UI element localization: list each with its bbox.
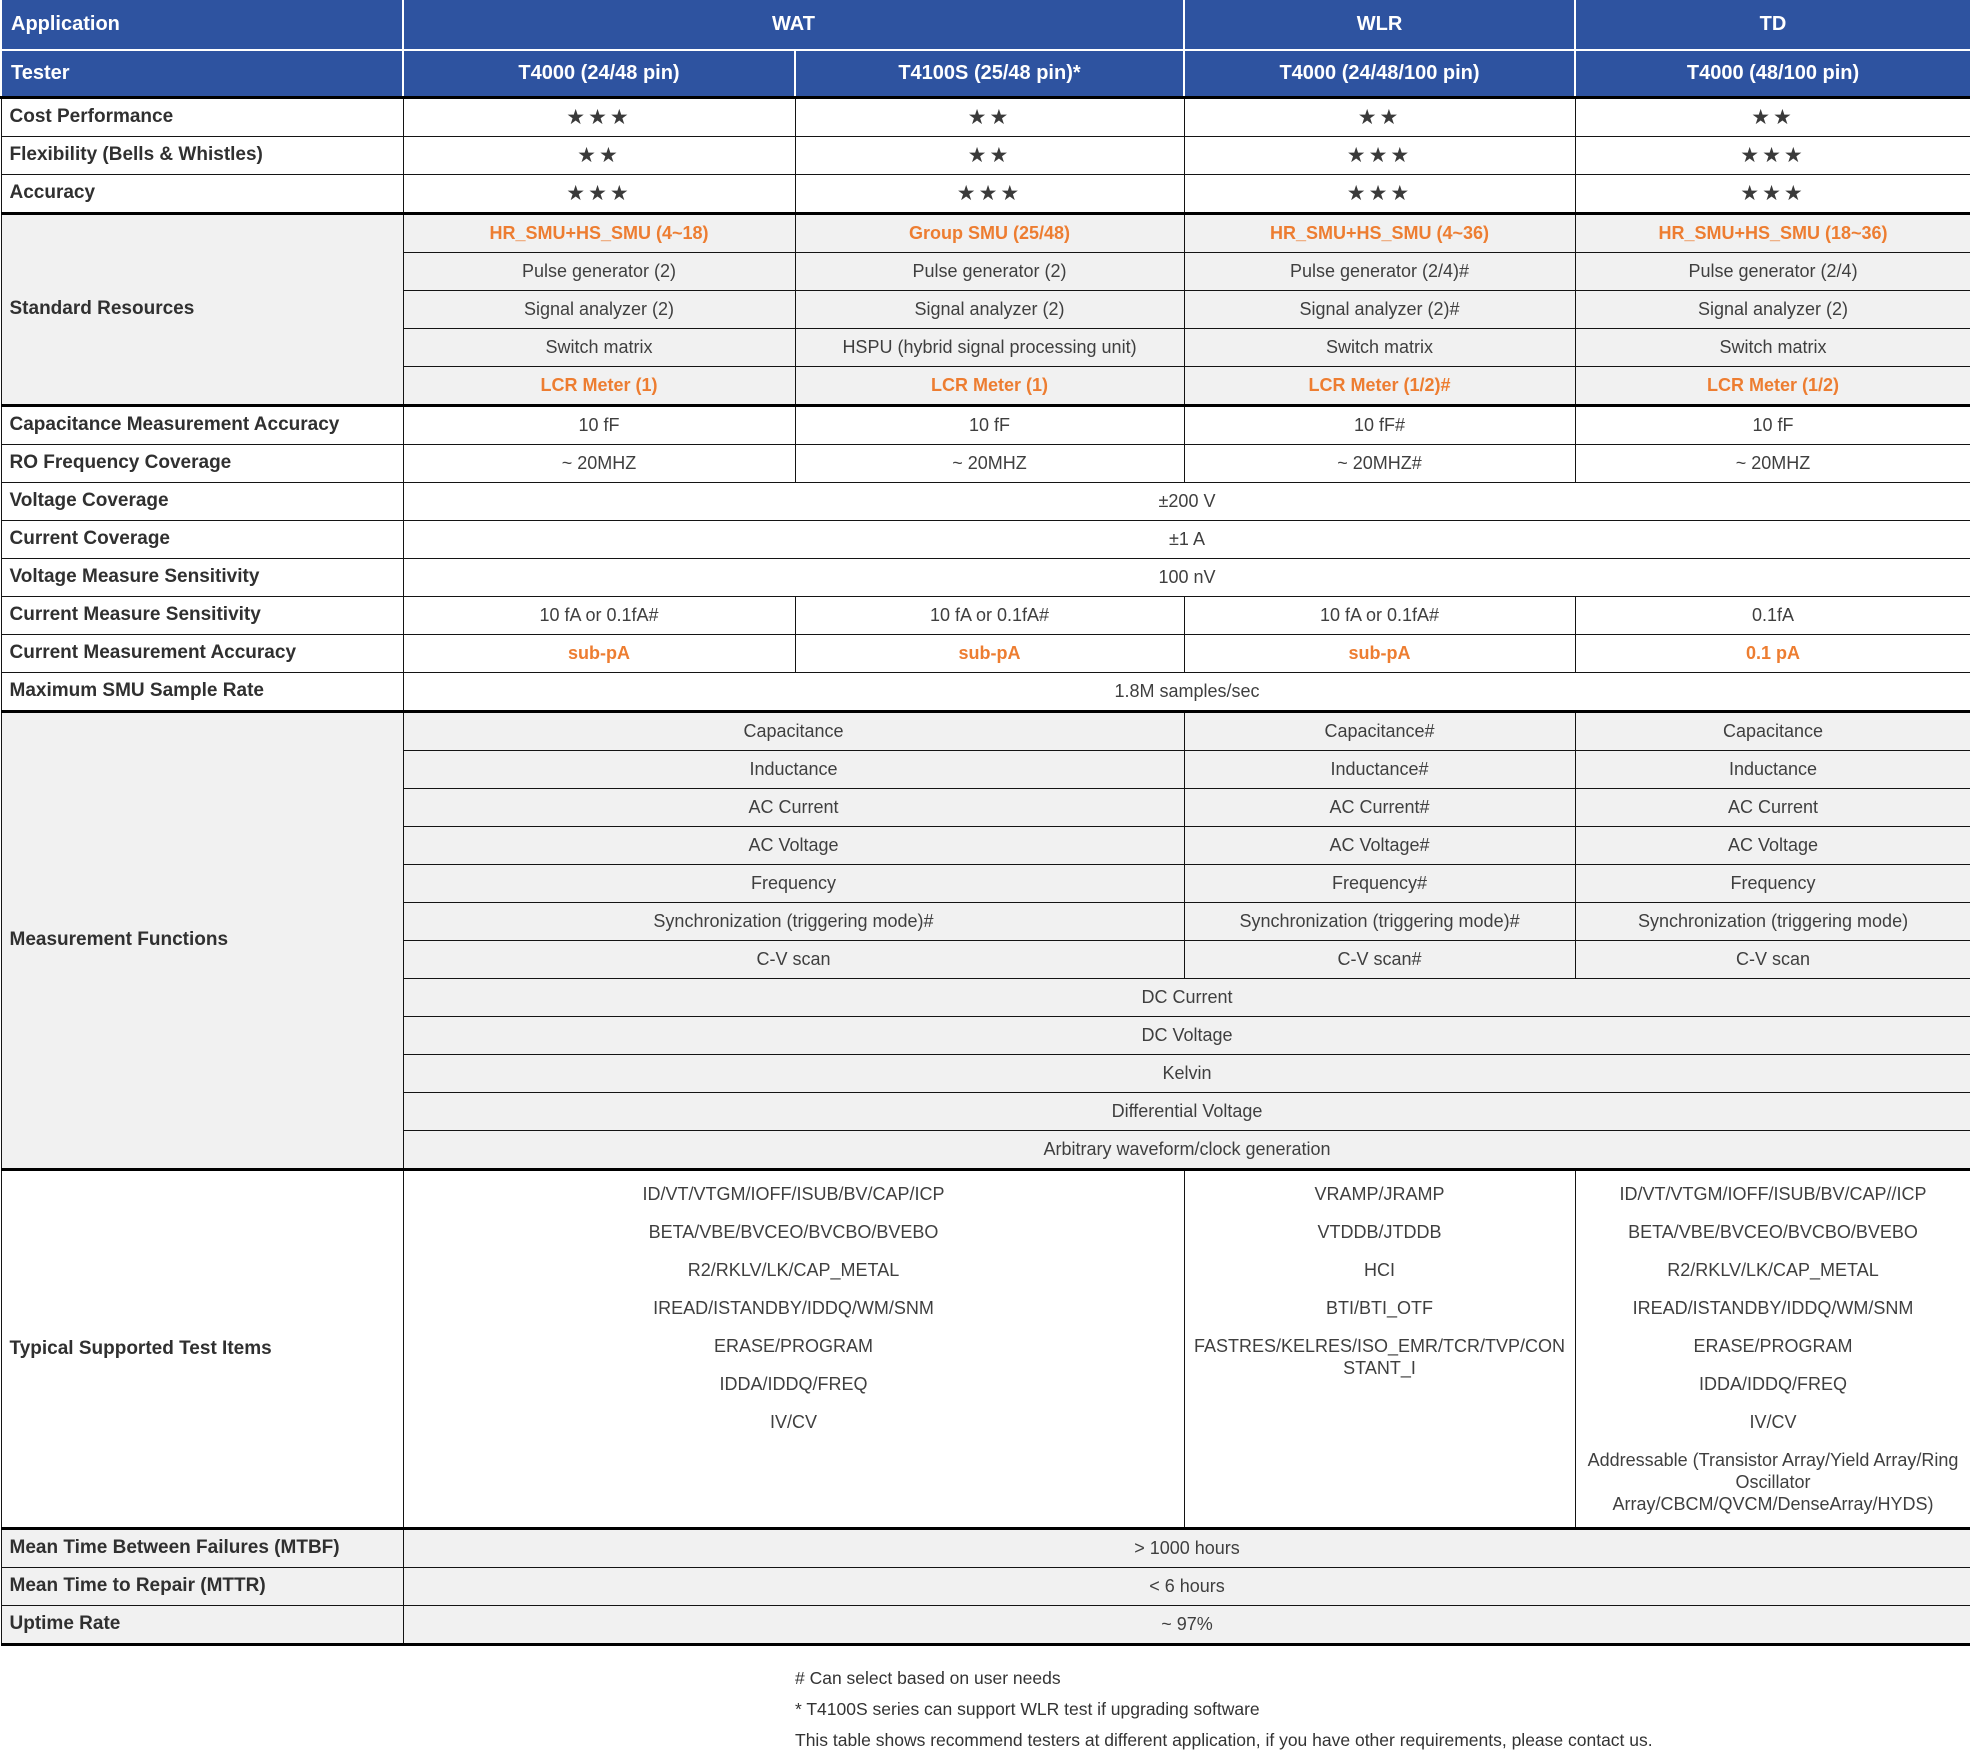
application-wlr: WLR	[1184, 0, 1575, 50]
rating-stars: ★★★	[1184, 136, 1575, 174]
current-accuracy-row	[1, 634, 1970, 672]
spec-cell: sub-pA	[403, 634, 795, 672]
resource-cell: Switch matrix	[1184, 328, 1575, 366]
rating-stars: ★★	[1184, 97, 1575, 136]
standard-resources-label: Standard Resources	[1, 213, 403, 405]
spec-cell: sub-pA	[1184, 634, 1575, 672]
spec-cell: 10 fA or 0.1fA#	[403, 596, 795, 634]
spec-merged-cell: ±1 A	[403, 520, 1970, 558]
spec-cell: ~ 20MHZ	[1575, 444, 1970, 482]
mf-cell-shared: DC Voltage	[403, 1016, 1970, 1054]
spec-cell: 10 fA or 0.1fA#	[1184, 596, 1575, 634]
resource-cell: Pulse generator (2)	[403, 252, 795, 290]
mttr-value: < 6 hours	[403, 1567, 1970, 1605]
test-item: VRAMP/JRAMP	[1314, 1183, 1445, 1204]
rating-stars: ★★	[1575, 97, 1970, 136]
spec-cell: ~ 20MHZ	[795, 444, 1184, 482]
current-coverage-row	[1, 520, 1970, 558]
resource-cell: Pulse generator (2)	[795, 252, 1184, 290]
mf-cell-td: Synchronization (triggering mode)	[1575, 902, 1970, 940]
test-item: ID/VT/VTGM/IOFF/ISUB/BV/CAP//ICP	[1619, 1183, 1927, 1204]
resource-cell: LCR Meter (1)	[795, 366, 1184, 405]
test-items-label: Typical Supported Test Items	[1, 1169, 403, 1528]
mf-cell-wat: AC Current	[403, 788, 1184, 826]
footnote-asterisk: * T4100S series can support WLR test if upgrading software	[795, 1698, 1260, 1719]
test-item: VTDDB/JTDDB	[1317, 1221, 1442, 1242]
mf-cell-wat: AC Voltage	[403, 826, 1184, 864]
capacitance-accuracy-label: Capacitance Measurement Accuracy	[1, 405, 403, 444]
ro-frequency-label: RO Frequency Coverage	[1, 444, 403, 482]
spec-cell: sub-pA	[795, 634, 1184, 672]
test-items-wlr	[1184, 1169, 1575, 1528]
application-td: TD	[1575, 0, 1970, 50]
voltage-sensitivity-row	[1, 558, 1970, 596]
accuracy-label: Accuracy	[1, 174, 403, 213]
mf-cell-td: AC Current	[1575, 788, 1970, 826]
spec-cell: 10 fF#	[1184, 405, 1575, 444]
resource-cell: Signal analyzer (2)	[795, 290, 1184, 328]
spec-cell: 10 fF	[795, 405, 1184, 444]
current-accuracy-label: Current Measurement Accuracy	[1, 634, 403, 672]
standard-resources-row-smu	[1, 213, 1970, 252]
resource-cell: HR_SMU+HS_SMU (18~36)	[1575, 213, 1970, 252]
mf-cell-shared: Kelvin	[403, 1054, 1970, 1092]
test-item: IREAD/ISTANDBY/IDDQ/WM/SNM	[653, 1297, 934, 1318]
spec-cell: ~ 20MHZ	[403, 444, 795, 482]
mf-cell-td: Frequency	[1575, 864, 1970, 902]
mf-cell-td: Capacitance	[1575, 711, 1970, 750]
spec-cell: 0.1fA	[1575, 596, 1970, 634]
resource-cell: Signal analyzer (2)#	[1184, 290, 1575, 328]
footnote-general: This table shows recommend testers at different application, if you have other requirements, please contact us.	[795, 1729, 1653, 1750]
test-item: BTI/BTI_OTF	[1326, 1297, 1434, 1318]
uptime-value: ~ 97%	[403, 1605, 1970, 1644]
mtbf-label: Mean Time Between Failures (MTBF)	[1, 1528, 403, 1567]
test-item: HCI	[1364, 1259, 1396, 1280]
test-item: R2/RKLV/LK/CAP_METAL	[1667, 1259, 1879, 1280]
spec-cell: 0.1 pA	[1575, 634, 1970, 672]
tester-wat-t4000: T4000 (24/48 pin)	[403, 50, 795, 97]
test-item: BETA/VBE/BVCEO/BVCBO/BVEBO	[1628, 1221, 1918, 1242]
mf-cell-wat: Synchronization (triggering mode)#	[403, 902, 1184, 940]
cost-performance-row	[1, 97, 1970, 136]
mf-cell-wlr: AC Current#	[1184, 788, 1575, 826]
mf-cell-shared: DC Current	[403, 978, 1970, 1016]
resource-cell: LCR Meter (1/2)	[1575, 366, 1970, 405]
resource-cell: LCR Meter (1/2)#	[1184, 366, 1575, 405]
mf-cell-wlr: AC Voltage#	[1184, 826, 1575, 864]
mf-cell-wlr: Frequency#	[1184, 864, 1575, 902]
test-item: ID/VT/VTGM/IOFF/ISUB/BV/CAP/ICP	[642, 1183, 945, 1204]
test-item: BETA/VBE/BVCEO/BVCBO/BVEBO	[648, 1221, 939, 1242]
accuracy-row	[1, 174, 1970, 213]
uptime-label: Uptime Rate	[1, 1605, 403, 1644]
spec-cell: 10 fF	[403, 405, 795, 444]
resource-cell: HSPU (hybrid signal processing unit)	[795, 328, 1184, 366]
resource-cell: Pulse generator (2/4)#	[1184, 252, 1575, 290]
test-items-row	[1, 1169, 1970, 1528]
mf-cell-td: Inductance	[1575, 750, 1970, 788]
spec-merged-cell: 100 nV	[403, 558, 1970, 596]
tester-wlr-t4000: T4000 (24/48/100 pin)	[1184, 50, 1575, 97]
resource-cell: LCR Meter (1)	[403, 366, 795, 405]
footnote-hash: # Can select based on user needs	[795, 1667, 1061, 1688]
test-item: R2/RKLV/LK/CAP_METAL	[687, 1259, 900, 1280]
rating-stars: ★★	[795, 136, 1184, 174]
spec-cell: 10 fA or 0.1fA#	[795, 596, 1184, 634]
voltage-sensitivity-label: Voltage Measure Sensitivity	[1, 558, 403, 596]
measurement-functions-label: Measurement Functions	[1, 711, 403, 1169]
mf-cell-wat: Capacitance	[403, 711, 1184, 750]
mf-cell-wlr: Synchronization (triggering mode)#	[1184, 902, 1575, 940]
test-item: ERASE/PROGRAM	[1693, 1335, 1853, 1356]
test-item: FASTRES/KELRES/ISO_EMR/TCR/TVP/CONSTANT_I	[1193, 1335, 1566, 1378]
rating-stars: ★★	[403, 136, 795, 174]
resource-cell: Switch matrix	[403, 328, 795, 366]
test-items-td	[1575, 1169, 1970, 1528]
resource-cell: Signal analyzer (2)	[403, 290, 795, 328]
application-wat: WAT	[403, 0, 1184, 50]
rating-stars: ★★★	[795, 174, 1184, 213]
test-item: IV/CV	[1749, 1411, 1797, 1432]
rating-stars: ★★★	[1575, 174, 1970, 213]
mf-cell-shared: Arbitrary waveform/clock generation	[403, 1130, 1970, 1169]
footnotes	[795, 1668, 1970, 1750]
test-items-wat	[403, 1169, 1184, 1528]
tester-label: Tester	[1, 50, 403, 97]
tester-td-t4000: T4000 (48/100 pin)	[1575, 50, 1970, 97]
voltage-coverage-label: Voltage Coverage	[1, 482, 403, 520]
mf-row-capacitance	[1, 711, 1970, 750]
mf-cell-td: AC Voltage	[1575, 826, 1970, 864]
rating-stars: ★★★	[403, 174, 795, 213]
smu-sample-rate-row	[1, 672, 1970, 711]
test-item: IDDA/IDDQ/FREQ	[719, 1373, 868, 1394]
resource-cell: HR_SMU+HS_SMU (4~36)	[1184, 213, 1575, 252]
rating-stars: ★★★	[1575, 136, 1970, 174]
capacitance-accuracy-row	[1, 405, 1970, 444]
mtbf-value: > 1000 hours	[403, 1528, 1970, 1567]
tester-wat-t4100s: T4100S (25/48 pin)*	[795, 50, 1184, 97]
spec-merged-cell: 1.8M samples/sec	[403, 672, 1970, 711]
application-header-row	[1, 0, 1970, 50]
flexibility-label: Flexibility (Bells & Whistles)	[1, 136, 403, 174]
rating-stars: ★★★	[1184, 174, 1575, 213]
resource-cell: Switch matrix	[1575, 328, 1970, 366]
ro-frequency-row	[1, 444, 1970, 482]
mttr-row	[1, 1567, 1970, 1605]
cost-performance-label: Cost Performance	[1, 97, 403, 136]
voltage-coverage-row	[1, 482, 1970, 520]
mf-cell-td: C-V scan	[1575, 940, 1970, 978]
tester-header-row	[1, 50, 1970, 97]
mf-cell-wat: Inductance	[403, 750, 1184, 788]
mf-cell-wlr: C-V scan#	[1184, 940, 1575, 978]
flexibility-row	[1, 136, 1970, 174]
mf-cell-wat: C-V scan	[403, 940, 1184, 978]
test-item: IREAD/ISTANDBY/IDDQ/WM/SNM	[1632, 1297, 1914, 1318]
rating-stars: ★★★	[403, 97, 795, 136]
test-item: IDDA/IDDQ/FREQ	[1699, 1373, 1848, 1394]
mttr-label: Mean Time to Repair (MTTR)	[1, 1567, 403, 1605]
current-sensitivity-row	[1, 596, 1970, 634]
application-label: Application	[1, 0, 403, 50]
mf-cell-wat: Frequency	[403, 864, 1184, 902]
test-item: IV/CV	[770, 1411, 818, 1432]
current-coverage-label: Current Coverage	[1, 520, 403, 558]
test-item: ERASE/PROGRAM	[713, 1335, 874, 1356]
spec-merged-cell: ±200 V	[403, 482, 1970, 520]
rating-stars: ★★	[795, 97, 1184, 136]
mf-cell-shared: Differential Voltage	[403, 1092, 1970, 1130]
current-sensitivity-label: Current Measure Sensitivity	[1, 596, 403, 634]
resource-cell: Signal analyzer (2)	[1575, 290, 1970, 328]
test-item: Addressable (Transistor Array/Yield Array/Ring Oscillator Array/CBCM/QVCM/DenseArray/HYDS)	[1587, 1449, 1959, 1514]
mf-cell-wlr: Inductance#	[1184, 750, 1575, 788]
smu-sample-rate-label: Maximum SMU Sample Rate	[1, 672, 403, 711]
resource-cell: Pulse generator (2/4)	[1575, 252, 1970, 290]
uptime-row	[1, 1605, 1970, 1644]
spec-cell: 10 fF	[1575, 405, 1970, 444]
mf-cell-wlr: Capacitance#	[1184, 711, 1575, 750]
resource-cell: HR_SMU+HS_SMU (4~18)	[403, 213, 795, 252]
mtbf-row	[1, 1528, 1970, 1567]
spec-cell: ~ 20MHZ#	[1184, 444, 1575, 482]
resource-cell: Group SMU (25/48)	[795, 213, 1184, 252]
